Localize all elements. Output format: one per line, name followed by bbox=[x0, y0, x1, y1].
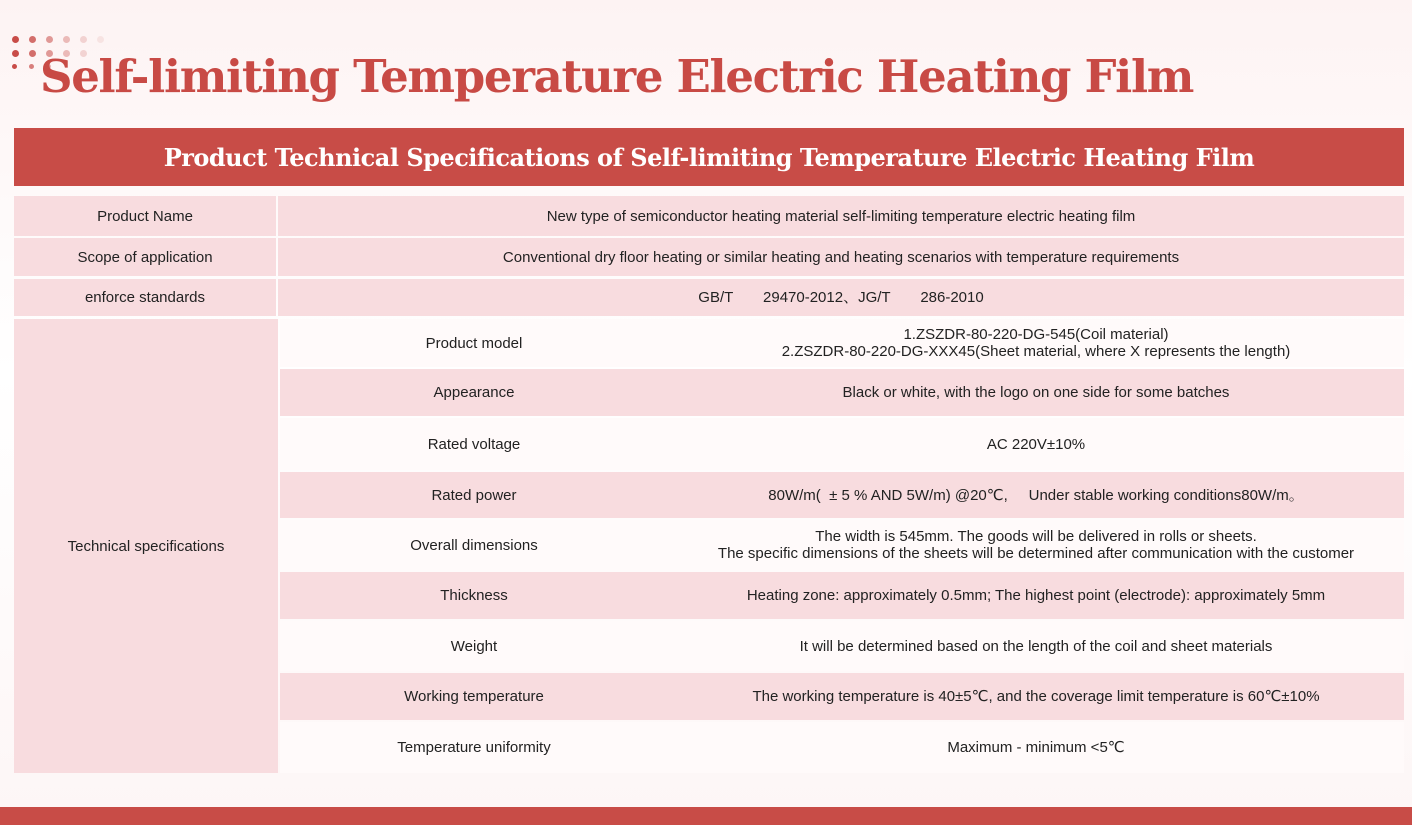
spec-value: The working temperature is 40±5℃, and the coverage limit temperature is 60℃±10% bbox=[668, 673, 1404, 720]
product-name-value: New type of semiconductor heating material self-limiting temperature electric heating film bbox=[278, 196, 1404, 236]
scope-value: Conventional dry floor heating or similar heating and heating scenarios with temperature requirements bbox=[278, 238, 1404, 276]
spec-label: Product model bbox=[280, 319, 668, 367]
spec-label: Overall dimensions bbox=[280, 520, 668, 570]
product-name-label: Product Name bbox=[14, 196, 276, 236]
spec-value-line: The width is 545mm. The goods will be delivered in rolls or sheets. bbox=[815, 528, 1257, 545]
spec-label: Temperature uniformity bbox=[280, 722, 668, 773]
spec-value-line: 1.ZSZDR-80-220-DG-545(Coil material) bbox=[903, 326, 1169, 343]
spec-label: Appearance bbox=[280, 369, 668, 416]
table-banner: Product Technical Specifications of Self-limiting Temperature Electric Heating Film bbox=[14, 128, 1404, 186]
spec-value bbox=[668, 520, 1404, 570]
spec-label: Weight bbox=[280, 621, 668, 671]
spec-value: It will be determined based on the length of the coil and sheet materials bbox=[668, 621, 1404, 671]
page-title: Self-limiting Temperature Electric Heating Film bbox=[40, 50, 1194, 103]
spec-label: Working temperature bbox=[280, 673, 668, 720]
standards-value: GB/T 29470-2012、JG/T 286-2010 bbox=[278, 279, 1404, 316]
spec-value-line: 2.ZSZDR-80-220-DG-XXX45(Sheet material, where X represents the length) bbox=[781, 343, 1291, 360]
spec-value: Maximum - minimum <5℃ bbox=[668, 722, 1404, 773]
spec-label: Rated power bbox=[280, 472, 668, 518]
footer-bar bbox=[0, 807, 1412, 825]
spec-value-line: The specific dimensions of the sheets will be determined after communication with the customer bbox=[717, 545, 1355, 562]
spec-value: Black or white, with the logo on one side for some batches bbox=[668, 369, 1404, 416]
spec-value: AC 220V±10% bbox=[668, 418, 1404, 470]
technical-specs-label: Technical specifications bbox=[14, 319, 278, 773]
spec-value bbox=[668, 319, 1404, 367]
spec-label: Rated voltage bbox=[280, 418, 668, 470]
spec-value: 80W/m( ± 5 % AND 5W/m) @20℃, Under stable working conditions80W/m。 bbox=[668, 472, 1404, 518]
spec-label: Thickness bbox=[280, 572, 668, 619]
spec-value: Heating zone: approximately 0.5mm; The highest point (electrode): approximately 5mm bbox=[668, 572, 1404, 619]
standards-label: enforce standards bbox=[14, 279, 276, 316]
scope-label: Scope of application bbox=[14, 238, 276, 276]
